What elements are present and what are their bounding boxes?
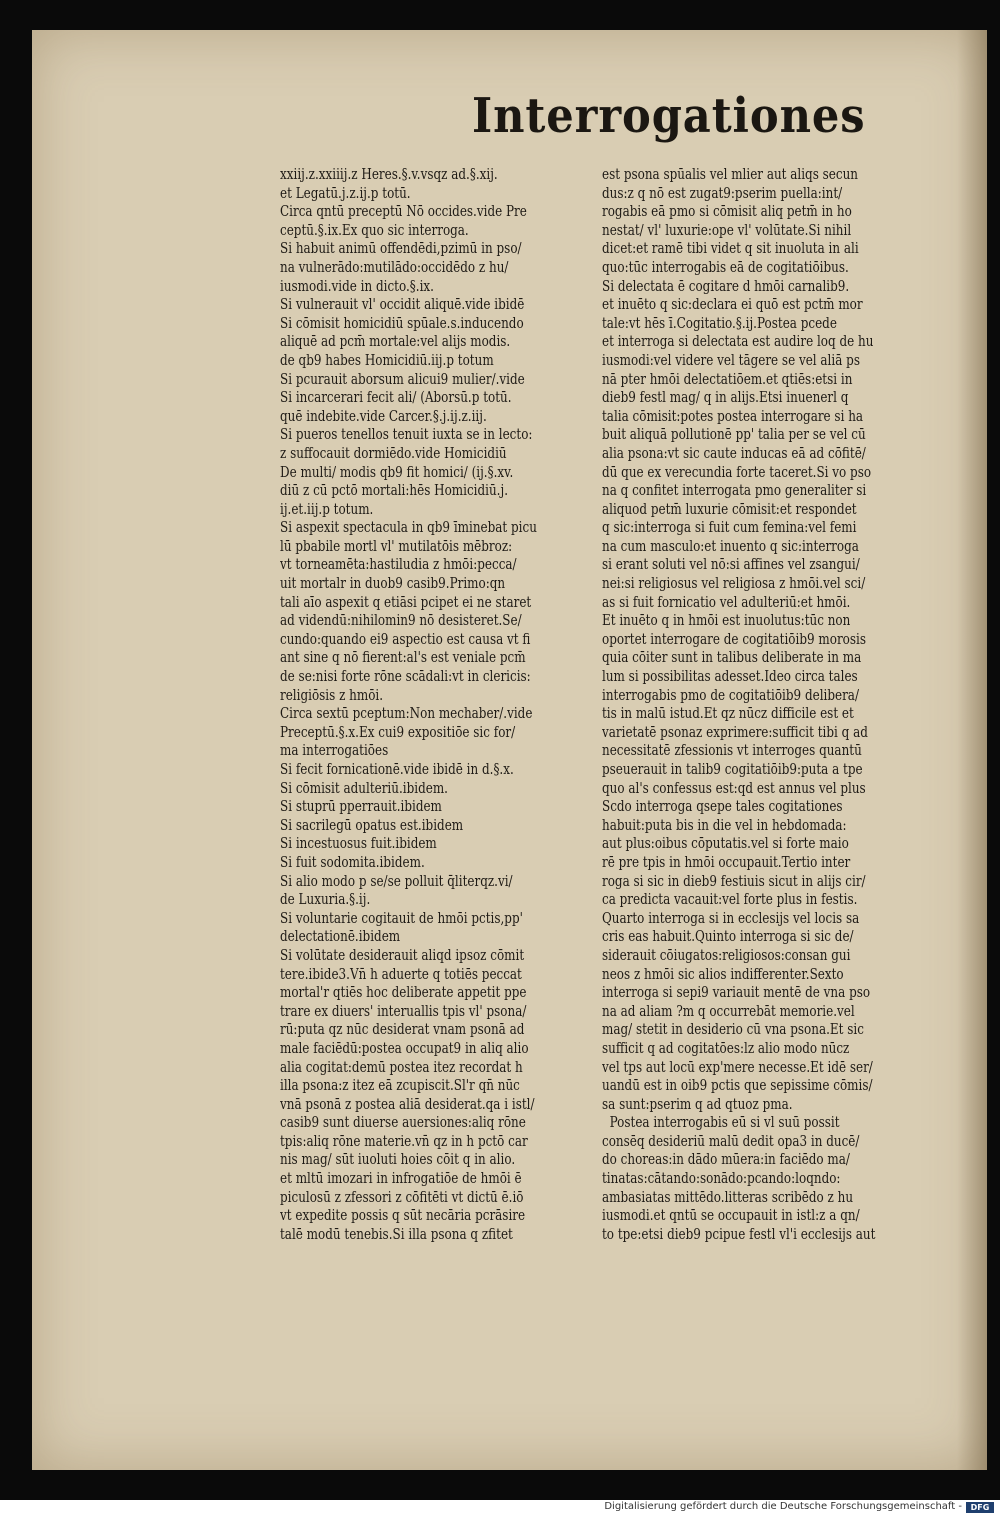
- text-line: est psona spūalis vel mlier aut aliqs secun: [602, 166, 859, 183]
- page-heading: Interrogationes: [472, 88, 866, 144]
- text-line: Circa sextū pceptum:Non mechaber/.vide: [280, 705, 533, 723]
- text-line: ij.et.iij.p totum.: [280, 500, 374, 518]
- book-page: [32, 30, 987, 1470]
- text-line: ant sine q nō fierent:al's est veniale pcm̄: [280, 649, 526, 667]
- text-line: iusmodi:vel videre vel tāgere se vel aliā ps: [602, 351, 860, 369]
- text-line: na cum masculo:et inuento q sic:interroga: [602, 537, 859, 555]
- text-line: varietatē psonaz exprimere:sufficit tibi q ad: [602, 723, 868, 741]
- text-line: cundo:quando ei9 aspectio est causa vt fi: [280, 630, 531, 648]
- text-line: vel tps aut locū exp'mere necesse.Et idē ser/: [602, 1058, 873, 1076]
- text-line: talia cōmisit:potes postea interrogare si ha: [602, 407, 864, 425]
- text-line: lum si possibilitas adesset.Ideo circa tales: [602, 668, 858, 686]
- footer-credit: Digitalisierung gefördert durch die Deutsche Forschungsgemeinschaft -: [604, 1501, 962, 1512]
- text-line: male faciēdū:postea occupat9 in aliq alio: [280, 1039, 529, 1057]
- text-line: Circa qntū preceptū Nō occides.vide Pre: [280, 203, 527, 221]
- text-line: Postea interrogabis eū si vl suū possit: [602, 1114, 840, 1132]
- text-line: de qb9 habes Homicidiū.iij.p totum: [280, 351, 494, 369]
- text-line: quia cōiter sunt in talibus deliberate in ma: [602, 649, 862, 667]
- text-line: dicet:et ramē tibi videt q sit inuoluta in ali: [602, 240, 859, 258]
- text-line: alia psona:vt sic caute inducas eā ad cōfitē/: [602, 444, 866, 462]
- text-line: to tpe:etsi dieb9 pcipue festl vl'i ecclesijs aut: [602, 1225, 876, 1243]
- text-line: interroga si sepi9 variauit mentē de vna pso: [602, 984, 871, 1002]
- text-line: uit mortalr in duob9 casib9.Primo:qn: [280, 575, 506, 593]
- text-line: Si alio modo p se/se polluit q̄literqz.vi/: [280, 872, 513, 890]
- text-line: Si volūtate desiderauit aliqd ipsoz cōmit: [280, 946, 525, 964]
- text-line: na vulnerādo:mutilādo:occidēdo z hu/: [280, 258, 509, 276]
- text-line: diū z cū pctō mortali:hēs Homicidiū.j.: [280, 482, 508, 500]
- text-line: Si cōmisit adulteriū.ibidem.: [280, 779, 448, 797]
- text-line: cris eas habuit.Quinto interroga si sic de/: [602, 928, 854, 946]
- right-text-column: [602, 166, 947, 1244]
- text-line: sa sunt:pserim q ad qtuoz pma.: [602, 1095, 793, 1113]
- text-line: pseuerauit in talib9 cogitatiōib9:puta a tpe: [602, 761, 863, 778]
- text-line: necessitatē zfessionis vt interroges quantū: [602, 742, 862, 760]
- dfg-logo: DFG: [966, 1502, 994, 1513]
- text-line: vt expedite possis q sūt necāria pcrāsire: [280, 1207, 526, 1225]
- text-line: quo al's confessus est:qd est annus vel plus: [602, 779, 866, 797]
- text-line: uandū est in oib9 pctis que sepissime cōmis/: [602, 1077, 873, 1095]
- text-line: et Legatū.j.z.ij.p totū.: [280, 184, 411, 202]
- text-line: de se:nisi forte rōne scādali:vt in clericis:: [280, 668, 531, 686]
- text-line: religiōsis z hmōi.: [280, 686, 384, 704]
- text-line: nā pter hmōi delectatiōem.et qtiēs:etsi in: [602, 370, 853, 388]
- left-text-column: [280, 166, 615, 1244]
- text-line: aut plus:oibus cōputatis.vel si forte maio: [602, 835, 849, 853]
- text-line: na q confitet interrogata pmo generaliter si: [602, 482, 867, 500]
- text-line: Preceptū.§.x.Ex cui9 expositiōe sic for/: [280, 723, 516, 741]
- text-line: aliquod petm̄ luxurie cōmisit:et respondet: [602, 500, 857, 518]
- text-line: Si stuprū pperrauit.ibidem: [280, 798, 442, 816]
- text-line: Si vulnerauit vl' occidit aliquē.vide ibidē: [280, 296, 525, 314]
- text-line: De multi/ modis qb9 fit homici/ (ij.§.xv.: [280, 463, 514, 481]
- text-line: sufficit q ad cogitatōes:lz alio modo nūcz: [602, 1039, 850, 1057]
- text-line: tinatas:cātando:sonādo:pcando:loqndo:: [602, 1170, 841, 1188]
- text-line: iusmodi.vide in dicto.§.ix.: [280, 277, 434, 295]
- text-line: et mltū imozari in infrogatiōe de hmōi ē: [280, 1170, 522, 1188]
- text-line: habuit:puta bis in die vel in hebdomada:: [602, 816, 847, 834]
- text-line: siderauit cōiugatos:religiosos:consan gui: [602, 946, 851, 964]
- text-line: dus:z q nō est zugat9:pserim puella:int/: [602, 184, 843, 202]
- text-line: Si pueros tenellos tenuit iuxta se in lecto:: [280, 426, 533, 444]
- text-line: Si habuit animū offendēdi,pzimū in pso/: [280, 240, 522, 258]
- text-line: Si sacrilegū opatus est.ibidem: [280, 816, 464, 834]
- text-line: nei:si religiosus vel religiosa z hmōi.vel sci/: [602, 575, 866, 593]
- text-line: aliquē ad pcm̄ mortale:vel alijs modis.: [280, 333, 511, 351]
- text-line: trare ex diuers' interuallis tpis vl' psona/: [280, 1002, 527, 1020]
- text-line: lū pbabile mortl vl' mutilatōis mēbroz:: [280, 537, 513, 555]
- text-line: as si fuit fornicatio vel adulteriū:et hmōi.: [602, 593, 851, 611]
- text-line: neos z hmōi sic alios indifferenter.Sexto: [602, 965, 844, 983]
- text-line: Si voluntarie cogitauit de hmōi pctis,pp': [280, 909, 523, 927]
- text-line: et interroga si delectata est audire loq de hu: [602, 333, 874, 351]
- text-line: rē pre tpis in hmōi occupauit.Tertio inter: [602, 853, 851, 871]
- text-line: oportet interrogare de cogitatiōib9 morosis: [602, 630, 866, 648]
- text-line: Si pcurauit aborsum alicui9 mulier/.vide: [280, 370, 525, 388]
- text-line: delectationē.ibidem: [280, 928, 401, 946]
- text-line: ca predicta vacauit:vel forte plus in festis.: [602, 891, 858, 909]
- text-line: Si incarcerari fecit ali/ (Aborsū.p totū.: [280, 389, 512, 407]
- text-line: nis mag/ sūt iuoluti hoies cōit q in alio.: [280, 1151, 516, 1169]
- text-line: dieb9 festl mag/ q in alijs.Etsi inuenerl q: [602, 389, 849, 407]
- text-line: illa psona:z itez eā zcupiscit.Sl'r qn̄ nūc: [280, 1077, 520, 1095]
- text-line: ad videndū:nihilomin9 nō desisteret.Se/: [280, 612, 522, 630]
- text-line: vt torneamēta:hastiludia z hmōi:pecca/: [280, 556, 517, 574]
- text-line: alia cogitat:demū postea itez recordat h: [280, 1058, 523, 1076]
- text-line: rū:puta qz nūc desiderat vnam psonā ad: [280, 1021, 525, 1039]
- text-line: Et inuēto q in hmōi est inuolutus:tūc non: [602, 612, 851, 630]
- text-line: q sic:interroga si fuit cum femina:vel femi: [602, 519, 857, 537]
- text-line: Si aspexit spectacula in qb9 īminebat picu: [280, 519, 537, 537]
- text-line: si erant soluti vel nō:si affines vel zsangui/: [602, 556, 860, 574]
- text-line: rogabis eā pmo si cōmisit aliq petm̄ in ho: [602, 203, 852, 221]
- text-line: dū que ex verecundia forte taceret.Si vo pso: [602, 463, 872, 481]
- text-line: Si incestuosus fuit.ibidem: [280, 835, 437, 853]
- text-line: ambasiatas mittēdo.litteras scribēdo z hu: [602, 1188, 854, 1206]
- text-line: roga si sic in dieb9 festiuis sicut in alijs cir/: [602, 872, 866, 890]
- text-line: tali aīo aspexit q etiāsi pcipet ei ne staret: [280, 593, 532, 611]
- text-line: mag/ stetit in desiderio cū vna psona.Et sic: [602, 1021, 864, 1039]
- text-line: do choreas:in dādo mūera:in faciēdo ma/: [602, 1151, 850, 1169]
- text-line: xxiij.z.xxiiij.z Heres.§.v.vsqz ad.§.xij.: [280, 166, 498, 183]
- text-line: buit aliquā pollutionē pp' talia per se vel cū: [602, 426, 866, 444]
- text-line: Quarto interroga si in ecclesijs vel locis sa: [602, 909, 860, 927]
- text-line: de Luxuria.§.ij.: [280, 891, 371, 909]
- text-line: tis in malū istud.Et qz nūcz difficile est et: [602, 705, 854, 723]
- text-line: tale:vt hēs ī.Cogitatio.§.ij.Postea pcede: [602, 314, 837, 332]
- text-line: interrogabis pmo de cogitatiōib9 delibera/: [602, 686, 859, 704]
- text-line: Si delectata ē cogitare d hmōi carnalib9.: [602, 277, 850, 295]
- text-line: na ad aliam ?m q occurrebāt memorie.vel: [602, 1002, 855, 1020]
- text-line: Si cōmisit homicidiū spūale.s.inducendo: [280, 314, 524, 332]
- text-line: piculosū z zfessori z cōfitēti vt dictū ē.iō: [280, 1188, 524, 1206]
- text-line: casib9 sunt diuerse auersiones:aliq rōne: [280, 1114, 526, 1132]
- text-line: Si fecit fornicationē.vide ibidē in d.§.x.: [280, 761, 514, 778]
- text-line: tere.ibide3.Vn̄ h aduerte q totiēs peccat: [280, 965, 522, 983]
- text-line: quē indebite.vide Carcer.§.j.ij.z.iij.: [280, 407, 487, 425]
- text-line: talē modū tenebis.Si illa psona q zfitet: [280, 1225, 513, 1243]
- text-line: vnā psonā z postea aliā desiderat.qa i istl/: [280, 1095, 535, 1113]
- text-line: z suffocauit dormiēdo.vide Homicidiū: [280, 444, 507, 462]
- text-line: et inuēto q sic:declara ei quō est pctm̄ mor: [602, 296, 863, 314]
- footer-bar: [0, 1500, 1000, 1515]
- text-line: quo:tūc interrogabis eā de cogitatiōibus.: [602, 258, 849, 276]
- text-line: nestat/ vl' luxurie:ope vl' volūtate.Si nihil: [602, 221, 852, 239]
- text-line: Si fuit sodomita.ibidem.: [280, 853, 425, 871]
- text-line: iusmodi.et qntū se occupauit in istl:z a qn/: [602, 1207, 860, 1225]
- text-line: ma interrogatiōes: [280, 742, 389, 760]
- text-line: mortal'r qtiēs hoc deliberate appetit ppe: [280, 984, 527, 1002]
- text-line: Scdo interroga qsepe tales cogitationes: [602, 798, 843, 816]
- text-line: tpis:aliq rōne materie.vn̄ qz in h pctō car: [280, 1132, 528, 1150]
- text-line: consēq desideriū malū dedit opa3 in ducē/: [602, 1132, 860, 1150]
- text-line: ceptū.§.ix.Ex quo sic interroga.: [280, 221, 469, 239]
